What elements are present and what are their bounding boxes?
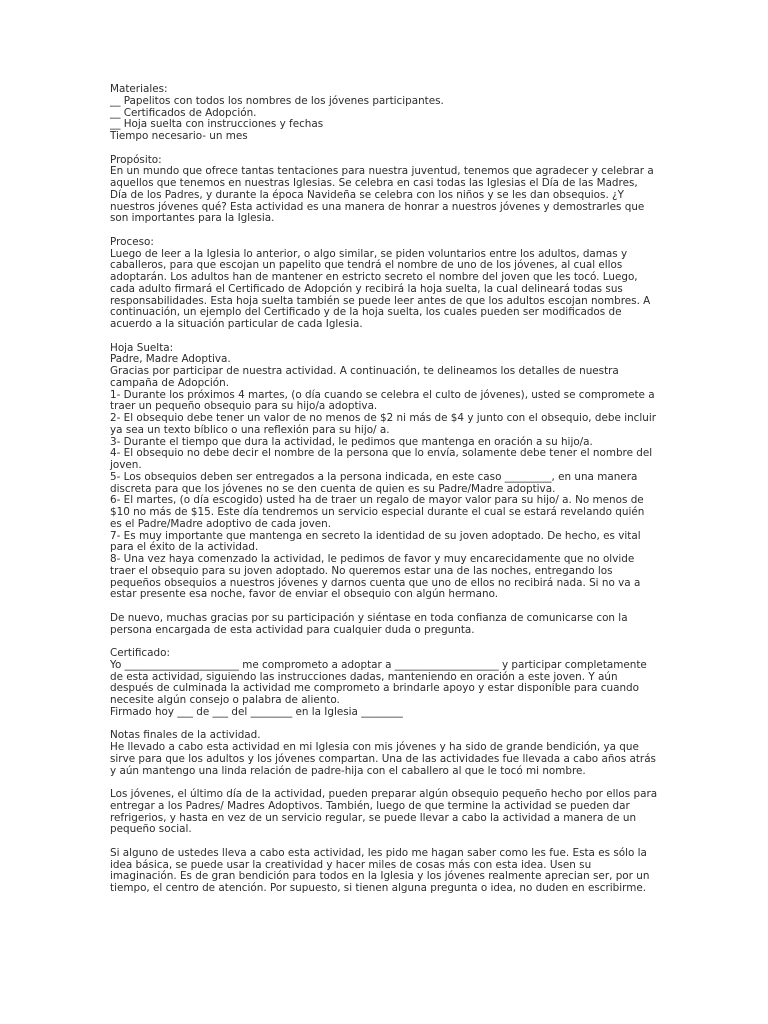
- materiales-item-certificados: __ Certificados de Adopción.: [110, 106, 257, 119]
- hoja-suelta-intro: Gracias por participar de nuestra actividad. A continuación, te delineamos los detalles de nuestra campaña de Adopción.: [110, 365, 619, 389]
- notas-finales-paragraph-3-block: [110, 848, 658, 895]
- hoja-suelta-heading: Hoja Suelta:: [110, 341, 174, 354]
- materiales-item-hoja-suelta: __ Hoja suelta con instrucciones y fechas: [110, 118, 324, 131]
- notas-finales-heading: Notas finales de la actividad.: [110, 729, 261, 742]
- de-nuevo-section: [110, 613, 658, 637]
- document-page: [110, 84, 658, 907]
- notas-finales-paragraph-2: Los jóvenes, el último día de la actividad, pueden preparar algún obsequio pequeño hecho por ellos para entregar a los Padres/ Madres Adoptivos. También, luego de que termine la actividad se pueden dar refrigerios, y hasta en vez de un servicio regular, se puede llevar a cabo la actividad a manera de un pequeño social.: [110, 788, 658, 836]
- proposito-heading: Propósito:: [110, 153, 162, 166]
- certificado-firmado: Firmado hoy ___ de ___ del ________ en la Iglesia ________: [110, 705, 403, 718]
- de-nuevo-text: De nuevo, muchas gracias por su participación y siéntase en toda confianza de comunicarse con la persona encargada de esta actividad para cualquier duda o pregunta.: [110, 611, 628, 636]
- notas-finales-paragraph-1: He llevado a cabo esta actividad en mi Iglesia con mis jóvenes y ha sido de grande bendición, ya que sirve para que los adultos y los jóvenes compartan. Una de las actividades fue llevada a cabo años atrás y aún mantengo una linda relación de padre-hija con el caballero al que le tocó mi nombre.: [110, 741, 656, 777]
- hoja-suelta-salutation: Padre, Madre Adoptiva.: [110, 353, 231, 366]
- materiales-section: [110, 84, 658, 143]
- hoja-suelta-item-3: 3- Durante el tiempo que dura la actividad, le pedimos que mantenga en oración a su hijo/a.: [110, 435, 593, 448]
- hoja-suelta-item-8: 8- Una vez haya comenzado la actividad, le pedimos de favor y muy encarecidamente que no olvide traer el obsequio para su joven adoptado. No queremos estar una de las noches, entregando los pequeños obsequios a nuestros jóvenes y darnos cuenta que uno de ellos no recibirá nada. Si no va a estar presente esa noche, favor de enviar el obsequio con algún hermano.: [110, 553, 641, 601]
- certificado-heading: Certificado:: [110, 647, 170, 659]
- proceso-heading: Proceso:: [110, 235, 154, 248]
- materiales-heading: Materiales:: [110, 83, 168, 95]
- hoja-suelta-section: [110, 343, 658, 602]
- proceso-text: Luego de leer a la Iglesia lo anterior, o algo similar, se piden voluntarios entre los adultos, damas y caballeros, para que escojan un papelito que tendrá el nombre de uno de los jóvenes, al cual ellos adoptarán. Los adultos han de mantener en estricto secreto el nombre del joven que les tocó. Luego, cada adulto firmará el Certificado de Adopción y recibirá la hoja suelta, la cual delineará todas sus responsabilidades. Esta hoja suelta también se puede leer antes de que los adultos escojan nombres. A continuación, un ejemplo del Certificado y de la hoja suelta, los cuales pueden ser modificados de acuerdo a la situación particular de cada Iglesia.: [110, 247, 651, 330]
- materiales-item-papelitos: __ Papelitos con todos los nombres de los jóvenes participantes.: [110, 94, 444, 107]
- proceso-section: [110, 237, 658, 331]
- hoja-suelta-item-6: 6- El martes, (o día escogido) usted ha de traer un regalo de mayor valor para su hijo/ a. No menos de $10 no más de $15. Este día tendremos un servicio especial durante el cual se estará revelando quién es el Padre/Madre adoptivo de cada joven.: [110, 494, 645, 530]
- hoja-suelta-item-4: 4- El obsequio no debe decir el nombre de la persona que lo envía, solamente debe tener el nombre del joven.: [110, 447, 653, 471]
- notas-finales-paragraph-2-block: [110, 789, 658, 836]
- hoja-suelta-item-5: 5- Los obsequios deben ser entregados a la persona indicada, en este caso _________, en una manera discreta para que los jóvenes no se den cuenta de quien es su Padre/Madre adoptiva.: [110, 470, 638, 495]
- hoja-suelta-item-1: 1- Durante los próximos 4 martes, (o día cuando se celebra el culto de jóvenes), usted se compromete a traer un pequeño obsequio para su hijo/a adoptiva.: [110, 388, 655, 413]
- proposito-section: [110, 155, 658, 226]
- hoja-suelta-item-2: 2- El obsequio debe tener un valor de no menos de $2 ni más de $4 y junto con el obsequio, debe incluir ya sea un texto bíblico o una reflexión para su hijo/ a.: [110, 412, 657, 436]
- materiales-tiempo-necesario: Tiempo necesario- un mes: [110, 130, 248, 142]
- certificado-text: Yo ______________________ me comprometo a adoptar a ____________________ y participar completamente de esta actividad, siguiendo las instrucciones dadas, manteniendo en oración a este joven. Y aún después de culminada la actividad me comprometo a brindarle apoyo y estar disponible para cuando necesite algún consejo o palabra de aliento.: [110, 658, 647, 706]
- proposito-text: En un mundo que ofrece tantas tentaciones para nuestra juventud, tenemos que agradecer y celebrar a aquellos que tenemos en nuestras Iglesias. Se celebra en casi todas las Iglesias el Día de las Madres, Día de los Padres, y durante la época Navideña se celebra con los niños y se les dan obsequios. ¿Y nuestros jóvenes qué? Esta actividad es una manera de honrar a nuestros jóvenes y demostrarles que son importantes para la Iglesia.: [110, 165, 654, 225]
- notas-finales-section: [110, 730, 658, 777]
- certificado-section: [110, 648, 658, 719]
- hoja-suelta-item-7: 7- Es muy importante que mantenga en secreto la identidad de su joven adoptado. De hecho, es vital para el éxito de la actividad.: [110, 529, 641, 554]
- notas-finales-paragraph-3: Si alguno de ustedes lleva a cabo esta actividad, les pido me hagan saber como les fue. Esta es sólo la idea básica, se puede usar la creatividad y hacer miles de cosas más con esta idea. Usen su imaginación. Es de gran bendición para todos en la Iglesia y los jóvenes realmente aprecian ser, por un tiempo, el centro de atención. Por supuesto, si tienen alguna pregunta o idea, no duden en escribirme.: [110, 846, 650, 894]
